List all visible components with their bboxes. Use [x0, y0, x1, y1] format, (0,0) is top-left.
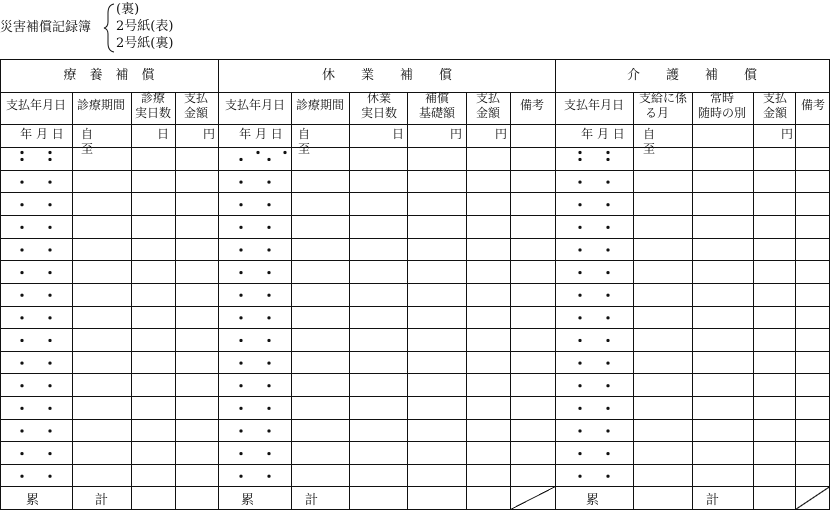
first-row-yen-care: 円 — [780, 127, 793, 141]
col-care-paydate: 支払年月日 — [563, 98, 625, 112]
col-care-type-2: 随時の別 — [697, 106, 747, 120]
form-title: 災害補償記録簿 — [0, 20, 92, 35]
date-dot — [267, 248, 270, 251]
date-dot — [48, 248, 51, 251]
date-dot — [20, 452, 23, 455]
date-dot — [578, 361, 581, 364]
date-dot — [48, 384, 51, 387]
total-label-care-2: 計 — [706, 493, 720, 508]
col-leave-basis-2: 基礎額 — [418, 106, 456, 120]
first-row-date-units-care: 年 月 日 — [581, 127, 625, 141]
date-dot — [48, 316, 51, 319]
first-row-from-medical: 自 — [81, 127, 94, 141]
date-dot — [578, 151, 581, 154]
date-dot — [606, 203, 609, 206]
date-dot — [239, 158, 242, 161]
date-dot — [48, 158, 51, 161]
col-medical-paydate: 支払年月日 — [5, 98, 67, 112]
date-dot — [239, 361, 242, 364]
date-dot — [20, 151, 23, 154]
date-dot — [267, 294, 270, 297]
date-dot — [48, 407, 51, 410]
date-dot — [606, 158, 609, 161]
section-title-medical: 療 養 補 償 — [63, 68, 155, 83]
date-dot — [239, 475, 242, 478]
col-care-month-2: る月 — [645, 106, 670, 120]
first-row-day-unit-leave: 日 — [391, 127, 404, 141]
totals-slash — [511, 487, 556, 510]
date-dot — [20, 226, 23, 229]
date-dot — [267, 180, 270, 183]
col-medical-days-2: 実日数 — [134, 106, 172, 120]
date-dot — [578, 475, 581, 478]
col-leave-basis-1: 補償 — [424, 91, 450, 105]
date-dot — [578, 429, 581, 432]
row-date-marks — [20, 151, 609, 478]
date-dot — [239, 226, 242, 229]
date-dot — [267, 429, 270, 432]
option-form2-front: 2号紙(表) — [116, 19, 174, 34]
date-dot — [606, 407, 609, 410]
date-dot — [606, 361, 609, 364]
date-dot — [267, 384, 270, 387]
date-dot — [578, 294, 581, 297]
total-label-medical-1: 累 — [26, 493, 40, 508]
date-dot — [239, 339, 242, 342]
date-dot — [606, 226, 609, 229]
date-dot — [606, 180, 609, 183]
date-dot — [606, 248, 609, 251]
date-dot — [267, 407, 270, 410]
first-row-yen-leave-basis: 円 — [449, 127, 462, 141]
date-dot — [20, 158, 23, 161]
date-dot — [239, 180, 242, 183]
form-header — [0, 0, 300, 56]
date-dot — [48, 339, 51, 342]
first-row-from-leave: 自 — [298, 127, 311, 141]
option-back: (裏) — [116, 2, 140, 17]
date-dot — [20, 407, 23, 410]
date-dot — [267, 452, 270, 455]
date-dot — [578, 158, 581, 161]
date-dot — [578, 248, 581, 251]
date-dot — [48, 452, 51, 455]
col-leave-period: 診療期間 — [295, 98, 345, 112]
date-dot — [267, 226, 270, 229]
col-leave-days-2: 実日数 — [360, 106, 398, 120]
first-row-date-units-leave: 年 月 日 — [239, 127, 283, 141]
date-dot — [20, 271, 23, 274]
date-dot — [20, 384, 23, 387]
date-dot — [283, 151, 286, 154]
col-care-amount-2: 金額 — [762, 106, 788, 120]
col-leave-notes: 備考 — [519, 98, 545, 112]
col-care-amount-1: 支払 — [762, 91, 788, 105]
date-dot — [606, 151, 609, 154]
section-title-leave: 休 業 補 償 — [321, 68, 453, 83]
total-label-care-1: 累 — [586, 493, 600, 508]
date-dot — [256, 151, 259, 154]
date-dot — [20, 203, 23, 206]
date-dot — [578, 384, 581, 387]
total-label-leave-1: 累 — [241, 493, 255, 508]
date-dot — [239, 316, 242, 319]
date-dot — [239, 248, 242, 251]
date-dot — [20, 339, 23, 342]
date-dot — [578, 339, 581, 342]
col-medical-amount-1: 支払 — [183, 91, 209, 105]
total-label-leave-2: 計 — [305, 493, 319, 508]
col-medical-period: 診療期間 — [76, 98, 126, 112]
date-dot — [578, 271, 581, 274]
date-dot — [20, 475, 23, 478]
totals-slash — [796, 487, 831, 510]
date-dot — [267, 339, 270, 342]
date-dot — [606, 316, 609, 319]
first-row-to-medical: 至 — [81, 142, 94, 156]
date-dot — [48, 271, 51, 274]
first-row-to-care: 至 — [643, 142, 656, 156]
date-dot — [267, 475, 270, 478]
date-dot — [48, 203, 51, 206]
first-row-day-unit-medical: 日 — [156, 127, 169, 141]
date-dot — [48, 475, 51, 478]
date-dot — [606, 452, 609, 455]
section-title-care: 介 護 補 償 — [626, 68, 758, 83]
date-dot — [239, 203, 242, 206]
date-dot — [20, 294, 23, 297]
date-dot — [20, 316, 23, 319]
date-dot — [48, 180, 51, 183]
date-dot — [606, 475, 609, 478]
date-dot — [267, 316, 270, 319]
col-leave-amount-2: 金額 — [475, 106, 501, 120]
date-dot — [239, 384, 242, 387]
date-dot — [267, 203, 270, 206]
first-row-yen-medical: 円 — [202, 127, 215, 141]
date-dot — [578, 407, 581, 410]
date-dot — [48, 361, 51, 364]
date-dot — [239, 429, 242, 432]
col-medical-days-1: 診療 — [140, 91, 166, 105]
col-care-month-1: 支給に係 — [638, 91, 688, 105]
date-dot — [606, 271, 609, 274]
date-dot — [267, 158, 270, 161]
date-dot — [606, 384, 609, 387]
col-medical-amount-2: 金額 — [183, 106, 209, 120]
date-dot — [606, 429, 609, 432]
first-row-to-leave: 至 — [298, 142, 311, 156]
col-leave-days-1: 休業 — [366, 91, 392, 105]
date-dot — [267, 271, 270, 274]
brace-icon — [103, 3, 115, 53]
first-row-yen-leave-amount: 円 — [494, 127, 507, 141]
date-dot — [578, 452, 581, 455]
first-row-date-units-medical: 年 月 日 — [20, 127, 64, 141]
col-care-notes: 備考 — [800, 98, 826, 112]
date-dot — [48, 429, 51, 432]
date-dot — [48, 226, 51, 229]
date-dot — [578, 203, 581, 206]
col-leave-amount-1: 支払 — [475, 91, 501, 105]
grid-lines — [0, 60, 830, 510]
date-dot — [48, 151, 51, 154]
date-dot — [20, 180, 23, 183]
col-leave-paydate: 支払年月日 — [224, 98, 286, 112]
date-dot — [239, 294, 242, 297]
option-form2-back: 2号紙(裏) — [116, 36, 174, 51]
date-dot — [578, 316, 581, 319]
date-dot — [606, 294, 609, 297]
date-dot — [20, 248, 23, 251]
date-dot — [578, 226, 581, 229]
ledger-table — [0, 59, 831, 511]
date-dot — [239, 407, 242, 410]
date-dot — [578, 180, 581, 183]
total-label-medical-2: 計 — [95, 493, 109, 508]
date-dot — [239, 271, 242, 274]
date-dot — [20, 429, 23, 432]
date-dot — [20, 361, 23, 364]
first-row-from-care: 自 — [643, 127, 656, 141]
col-care-type-1: 常時 — [709, 91, 735, 105]
date-dot — [267, 361, 270, 364]
date-dot — [239, 452, 242, 455]
date-dot — [606, 339, 609, 342]
date-dot — [48, 294, 51, 297]
